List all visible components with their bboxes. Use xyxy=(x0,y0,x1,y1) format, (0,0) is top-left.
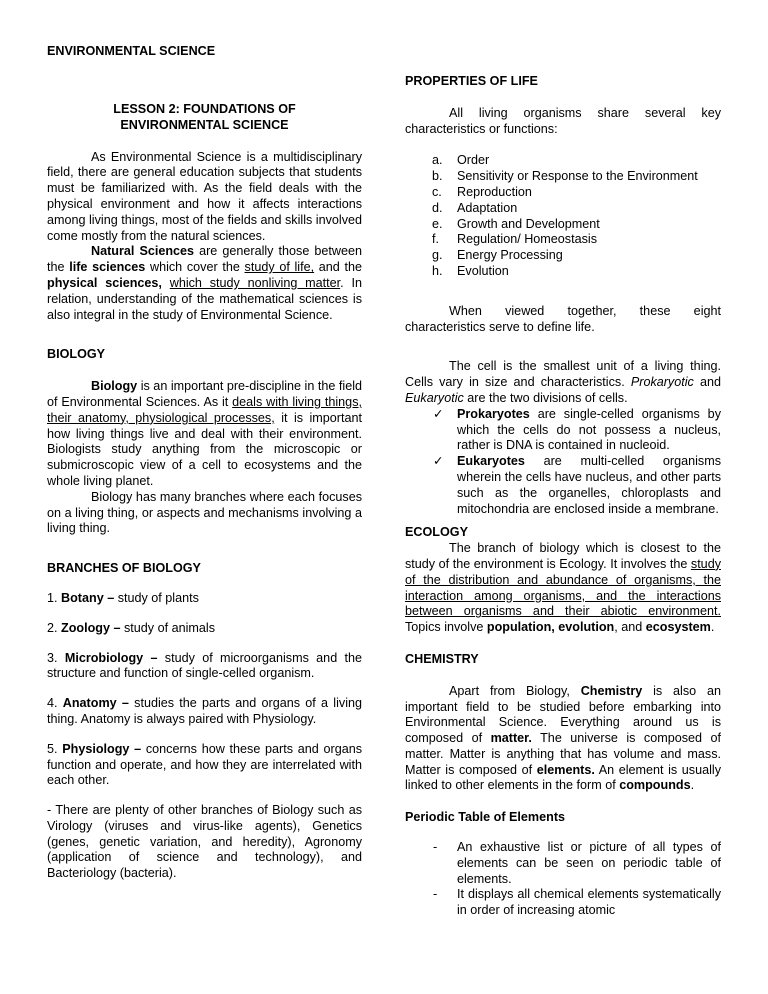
periodic-item: - An exhaustive list or picture of all types of elements can be seen on periodic table of elements. xyxy=(433,840,721,886)
natural-sciences-paragraph: Natural Sciences are generally those between the life sciences which cover the study of life, and the physical sciences, which study nonliving matter. In relation, understanding of the mathematical sciences is also integral in the study of Environmental Science. xyxy=(47,244,362,322)
periodic-table-list xyxy=(405,840,721,919)
right-column xyxy=(405,74,721,919)
chemistry-heading: CHEMISTRY xyxy=(405,651,479,666)
other-branches-paragraph: - There are plenty of other branches of Biology such as Virology (viruses and virus-like agents), Genetics (genes, genetic variation, and heredity), Agronomy (application of science and technology), and Bacteriology (bacteria). xyxy=(47,803,362,881)
branch-zoology: 2. Zoology – study of animals xyxy=(47,620,215,635)
checkmark-icon: ✓ xyxy=(433,406,444,421)
periodic-item: - It displays all chemical elements systematically in order of increasing atomic xyxy=(433,887,721,918)
cell-types-list xyxy=(405,407,721,518)
biology-heading: BIOLOGY xyxy=(47,347,106,362)
cell-paragraph: The cell is the smallest unit of a living thing. Cells vary in size and characteristics. Prokaryotic and Eukaryotic are the two divisions of cells. xyxy=(405,359,721,405)
property-item: b. Sensitivity or Response to the Environment xyxy=(432,169,698,184)
intro-paragraph: As Environmental Science is a multidisciplinary field, there are general education subjects that students must be familiarized with. As the field deals with the physical environment and how it affects interactions among living things, most of the fields and skills involved come mostly from the natural sciences. xyxy=(47,149,363,243)
property-item: d. Adaptation xyxy=(432,200,518,215)
lesson-title-line-1: LESSON 2: FOUNDATIONS OF xyxy=(113,102,296,116)
document-header: ENVIRONMENTAL SCIENCE xyxy=(47,44,216,58)
chemistry-paragraph: Apart from Biology, Chemistry is also an important field to be studied before embarking into Environmental Science. Everything around us is composed of matter. The universe is composed of matter. Matter is anything that has volume and mass. Matter is composed of elements. An element is usually linked to other elements in the form of compounds. xyxy=(405,683,722,793)
ecology-paragraph: The branch of biology which is closest to the study of the environment is Ecology. It involves the study of the distribution and abundance of organisms, the interaction among organisms, and the interactions between organisms and their abiotic environment. Topics involve population, evolution, and ecosystem. xyxy=(405,541,721,635)
branch-microbiology: 3. Microbiology – study of microorganisms and the structure and function of single-celled organism. xyxy=(47,650,363,681)
properties-list xyxy=(405,153,721,279)
checkmark-icon: ✓ xyxy=(433,454,444,469)
property-item: h. Evolution xyxy=(432,263,509,278)
eight-characteristics-paragraph: When viewed together, these eight characteristics serve to define life. xyxy=(405,303,721,334)
property-item: c. Reproduction xyxy=(432,184,532,199)
branches-heading: BRANCHES OF BIOLOGY xyxy=(47,561,201,576)
periodic-table-heading: Periodic Table of Elements xyxy=(405,810,566,825)
lesson-title-line-2: ENVIRONMENTAL SCIENCE xyxy=(120,117,289,132)
branch-botany: 1. Botany – study of plants xyxy=(47,590,199,605)
prokaryotes-item: ✓ Prokaryotes are single-celled organisms by which the cells do not possess a nucleus, rather is DNA is contained in nucleoid. xyxy=(433,406,721,453)
biology-paragraph: Biology is an important pre-discipline in the field of Environmental Sciences. As it deals with living things, their anatomy, physiological processes, it is important how living things live and deal with their environment. Biologists study anything from the microscopic or submicroscopic view of a cell to ecosystems and the whole living planet. xyxy=(47,379,362,488)
branch-physiology: 5. Physiology – concerns how these parts and organs function and operate, and how they are interrelated with each other. xyxy=(47,741,363,788)
eukaryotes-item: ✓ Eukaryotes are multi-celled organisms wherein the cells have nucleus, and other parts such as the organelles, chloroplasts and mitochondria are enclosed inside a membrane. xyxy=(433,454,721,516)
left-column xyxy=(47,102,362,882)
properties-heading: PROPERTIES OF LIFE xyxy=(405,74,538,88)
properties-intro: All living organisms share several key characteristics or functions: xyxy=(405,105,721,136)
biology-branches-paragraph: Biology has many branches where each focuses on a living thing, or aspects and mechanisms involving a living thing. xyxy=(47,489,362,536)
property-item: e. Growth and Development xyxy=(432,216,600,231)
lesson-title xyxy=(47,102,362,134)
property-item: g. Energy Processing xyxy=(432,248,563,263)
branch-anatomy: 4. Anatomy – studies the parts and organs of a living thing. Anatomy is always paired with Physiology. xyxy=(47,696,363,726)
ecology-heading: ECOLOGY xyxy=(405,525,468,540)
property-item: f. Regulation/ Homeostasis xyxy=(432,232,598,247)
property-item: a. Order xyxy=(432,153,490,168)
